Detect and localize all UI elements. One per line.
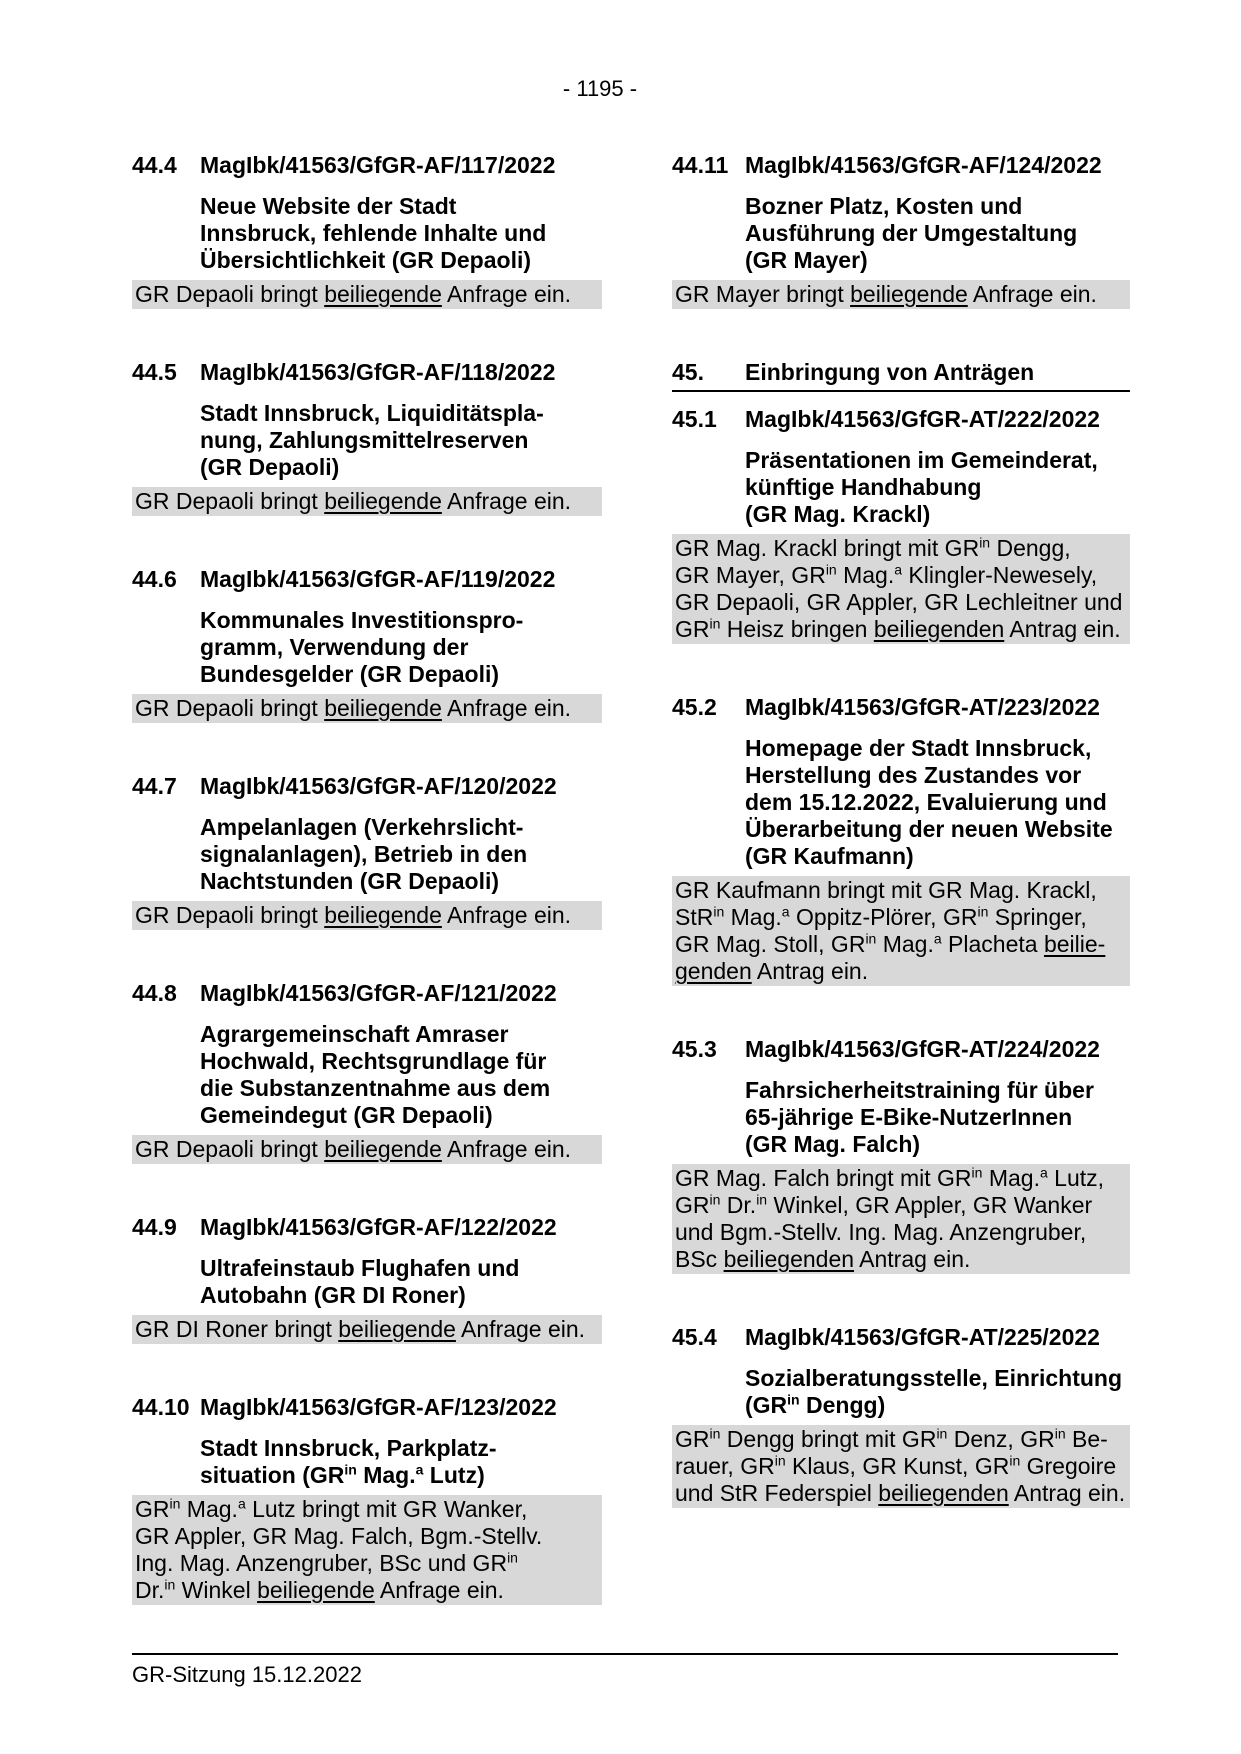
- item-note: [672, 1164, 1130, 1274]
- item-reference: MagIbk/41563/GfGR-AT/225/2022: [745, 1324, 1100, 1350]
- item-number: 45.3: [672, 1036, 717, 1062]
- underlined-word: beiliegende: [324, 695, 442, 721]
- item-title-line: situation ($GR^{in}$ Mag.$^a$ Lutz): [200, 1461, 485, 1488]
- item-title-line: Präsentationen im Gemeinderat,: [745, 447, 1098, 473]
- item-title-line: signalanlagen), Betrieb in den: [200, 841, 528, 867]
- item-title: [200, 607, 602, 688]
- section-heading: [672, 359, 1130, 392]
- item-number: 44.5: [132, 359, 177, 385]
- item-note: [672, 280, 1130, 309]
- item-title: [200, 400, 602, 481]
- item-head: [132, 1214, 602, 1241]
- item-title-line: Innsbruck, fehlende Inhalte und: [200, 220, 547, 246]
- item-note-line: $GR^{in}$ Heisz bringen beiliegenden Antrag ein.: [675, 615, 1121, 642]
- item-title-line: nung, Zahlungsmittelreserven: [200, 427, 529, 453]
- item-note-line: GR Mayer bringt beiliegende Anfrage ein.: [675, 281, 1097, 307]
- superscript: in: [169, 1495, 181, 1512]
- item-note-line: GR Depaoli bringt beiliegende Anfrage ein.: [135, 488, 572, 514]
- underlined-word: beiliegenden: [723, 1246, 855, 1272]
- superscript: in: [1009, 1452, 1021, 1469]
- item-title-line: Sozialberatungsstelle, Einrichtung: [745, 1365, 1123, 1391]
- item-head: [132, 1394, 602, 1421]
- item-note: [132, 901, 602, 930]
- item-note-line: StR$^{in}$ Mag.$^a$ Oppitz-Plörer, $GR^{in}$ Springer,: [675, 903, 1087, 930]
- page-footer: [132, 1653, 1118, 1688]
- agenda-item: [132, 980, 602, 1164]
- item-title-line: Kommunales Investitionspro-: [200, 607, 524, 633]
- item-title-line: ($GR^{in}$ Dengg): [745, 1391, 886, 1418]
- item-title-line: Bundesgelder (GR Depaoli): [200, 661, 500, 687]
- superscript: a: [415, 1461, 424, 1478]
- item-title: [200, 1255, 602, 1309]
- item-title: [745, 193, 1130, 274]
- item-reference: MagIbk/41563/GfGR-AT/223/2022: [745, 694, 1100, 720]
- superscript: a: [781, 903, 790, 920]
- item-title-line: Gemeindegut (GR Depaoli): [200, 1102, 493, 1128]
- superscript: in: [865, 930, 877, 947]
- item-head: [132, 152, 602, 179]
- item-title-line: (GR Mag. Krackl): [745, 501, 931, 527]
- item-title-line: Bozner Platz, Kosten und: [745, 193, 1023, 219]
- superscript: in: [971, 1164, 983, 1181]
- item-reference: MagIbk/41563/GfGR-AF/117/2022: [200, 152, 556, 178]
- item-head: [132, 359, 602, 386]
- superscript: in: [825, 561, 837, 578]
- underlined-word: beiliegenden: [873, 616, 1005, 642]
- item-reference: MagIbk/41563/GfGR-AF/122/2022: [200, 1214, 557, 1240]
- item-reference: MagIbk/41563/GfGR-AT/224/2022: [745, 1036, 1100, 1062]
- right-column: [672, 152, 1130, 1558]
- underlined-word: beiliegende: [324, 1136, 442, 1162]
- item-note-line: GR Mag. Krackl bringt mit $GR^{in}$ Dengg,: [675, 534, 1071, 561]
- item-title: [200, 1021, 602, 1129]
- item-note: [672, 1425, 1130, 1508]
- item-note-line: und Bgm.-Stellv. Ing. Mag. Anzengruber,: [675, 1219, 1087, 1245]
- footer-text: GR-Sitzung 15.12.2022: [132, 1662, 362, 1687]
- item-title-line: (GR Depaoli): [200, 454, 340, 480]
- item-head: [132, 566, 602, 593]
- superscript: in: [709, 1425, 721, 1442]
- underlined-word: beiliegende: [324, 902, 442, 928]
- item-note-line: $GR^{in}$ Dengg bringt mit $GR^{in}$ Denz, $GR^{in}$ Be-: [675, 1425, 1108, 1452]
- item-note: [132, 487, 602, 516]
- item-note-line: rauer, $GR^{in}$ Klaus, GR Kunst, $GR^{in}$ Gregoire: [675, 1452, 1117, 1479]
- superscript: a: [237, 1495, 246, 1512]
- item-title-line: Ausführung der Umgestaltung: [745, 220, 1078, 246]
- item-reference: MagIbk/41563/GfGR-AT/222/2022: [745, 406, 1100, 432]
- item-title-line: dem 15.12.2022, Evaluierung und: [745, 789, 1107, 815]
- item-title-line: (GR Kaufmann): [745, 843, 914, 869]
- item-head: [672, 406, 1130, 433]
- page-number: - 1195 -: [562, 76, 638, 101]
- item-note: [132, 1135, 602, 1164]
- item-note: [672, 876, 1130, 986]
- item-note-line: Ing. Mag. Anzengruber, BSc und $GR^{in}$: [135, 1549, 518, 1576]
- agenda-item: [672, 406, 1130, 644]
- superscript: in: [1054, 1425, 1066, 1442]
- item-reference: MagIbk/41563/GfGR-AF/121/2022: [200, 980, 557, 1006]
- item-reference: MagIbk/41563/GfGR-AF/124/2022: [745, 152, 1102, 178]
- item-number: 44.4: [132, 152, 177, 178]
- item-reference: MagIbk/41563/GfGR-AF/123/2022: [200, 1394, 557, 1420]
- item-title-line: (GR Mag. Falch): [745, 1131, 921, 1157]
- superscript: in: [713, 903, 725, 920]
- agenda-item: [132, 359, 602, 516]
- item-number: 45.4: [672, 1324, 717, 1350]
- underlined-word: genden: [675, 958, 752, 984]
- item-title: [745, 1077, 1130, 1158]
- superscript: in: [936, 1425, 948, 1442]
- item-number: 45.1: [672, 406, 717, 432]
- item-note-line: GR Mayer, $GR^{in}$ Mag.$^a$ Klingler-Newesely,: [675, 561, 1098, 588]
- underlined-word: beiliegende: [324, 488, 442, 514]
- item-title-line: Neue Website der Stadt: [200, 193, 457, 219]
- item-note: [132, 694, 602, 723]
- item-title-line: die Substanzentnahme aus dem: [200, 1075, 551, 1101]
- section-label: Einbringung von Anträgen: [745, 359, 1035, 385]
- item-head: [132, 773, 602, 800]
- agenda-item: [672, 1324, 1130, 1508]
- item-title-line: künftige Handhabung: [745, 474, 982, 500]
- item-note-line: Dr.$^{in}$ Winkel beiliegende Anfrage ein.: [135, 1576, 504, 1603]
- item-note-line: genden Antrag ein.: [675, 958, 869, 984]
- section-number: 45.: [672, 359, 704, 385]
- item-title-line: Ultrafeinstaub Flughafen und: [200, 1255, 520, 1281]
- item-note-line: GR Depaoli bringt beiliegende Anfrage ein.: [135, 281, 572, 307]
- item-number: 44.7: [132, 773, 177, 799]
- agenda-item: [672, 694, 1130, 986]
- item-title-line: Übersichtlichkeit (GR Depaoli): [200, 247, 532, 273]
- item-title-line: 65-jährige E-Bike-NutzerInnen: [745, 1104, 1073, 1130]
- item-title-line: (GR Mayer): [745, 247, 868, 273]
- item-title: [200, 1435, 602, 1489]
- agenda-item: [132, 566, 602, 723]
- item-note-line: GR Depaoli, GR Appler, GR Lechleitner und: [675, 589, 1123, 615]
- item-note-line: GR Mag. Falch bringt mit $GR^{in}$ Mag.$^a$ Lutz,: [675, 1164, 1105, 1191]
- superscript: a: [933, 930, 942, 947]
- item-head: [672, 152, 1130, 179]
- item-title: [200, 193, 602, 274]
- left-column: [132, 152, 602, 1655]
- item-title: [200, 814, 602, 895]
- item-head: [132, 980, 602, 1007]
- superscript: in: [787, 1391, 800, 1408]
- item-number: 44.8: [132, 980, 177, 1006]
- item-head: [672, 1324, 1130, 1351]
- item-title-line: Überarbeitung der neuen Website: [745, 816, 1113, 842]
- superscript: in: [709, 1191, 721, 1208]
- item-note-line: GR Mag. Stoll, $GR^{in}$ Mag.$^a$ Placheta beilie-: [675, 930, 1106, 957]
- agenda-item: [132, 1394, 602, 1605]
- item-title-line: Fahrsicherheitstraining für über: [745, 1077, 1094, 1103]
- item-note: [132, 1495, 602, 1605]
- item-note: [132, 1315, 602, 1344]
- superscript: in: [344, 1461, 357, 1478]
- item-note-line: GR Kaufmann bringt mit GR Mag. Krackl,: [675, 877, 1097, 903]
- item-reference: MagIbk/41563/GfGR-AF/118/2022: [200, 359, 556, 385]
- item-number: 44.9: [132, 1214, 177, 1240]
- item-note-line: BSc beiliegenden Antrag ein.: [675, 1246, 971, 1272]
- agenda-item: [132, 1214, 602, 1344]
- item-note: [672, 534, 1130, 644]
- underlined-word: beiliegende: [850, 281, 968, 307]
- item-note-line: GR DI Roner bringt beiliegende Anfrage ein.: [135, 1316, 586, 1342]
- superscript: in: [977, 903, 989, 920]
- item-title-line: Agrargemeinschaft Amraser: [200, 1021, 509, 1047]
- item-title: [745, 735, 1130, 870]
- underlined-word: beiliegende: [338, 1316, 456, 1342]
- agenda-item: [672, 152, 1130, 309]
- item-title-line: Nachtstunden (GR Depaoli): [200, 868, 500, 894]
- item-reference: MagIbk/41563/GfGR-AF/120/2022: [200, 773, 557, 799]
- item-title-line: Hochwald, Rechtsgrundlage für: [200, 1048, 547, 1074]
- item-number: 45.2: [672, 694, 717, 720]
- underlined-word: beiliegende: [257, 1577, 375, 1603]
- item-title: [745, 447, 1130, 528]
- superscript: in: [709, 615, 721, 632]
- agenda-item: [132, 773, 602, 930]
- item-title-line: Stadt Innsbruck, Parkplatz-: [200, 1435, 497, 1461]
- item-note-line: GR Depaoli bringt beiliegende Anfrage ein.: [135, 902, 572, 928]
- underlined-word: beiliegenden: [878, 1480, 1009, 1506]
- underlined-word: beilie-: [1043, 931, 1106, 957]
- item-note-line: $GR^{in}$ Dr.$^{in}$ Winkel, GR Appler, GR Wanker: [675, 1191, 1093, 1218]
- underlined-word: beiliegende: [324, 281, 442, 307]
- superscript: in: [164, 1576, 176, 1593]
- superscript: a: [894, 561, 903, 578]
- superscript: in: [774, 1452, 786, 1469]
- item-number: 44.11: [672, 152, 729, 178]
- item-reference: MagIbk/41563/GfGR-AF/119/2022: [200, 566, 556, 592]
- item-note-line: GR Depaoli bringt beiliegende Anfrage ein.: [135, 1136, 572, 1162]
- item-head: [672, 1036, 1130, 1063]
- item-note-line: GR Depaoli bringt beiliegende Anfrage ein.: [135, 695, 572, 721]
- item-title-line: Herstellung des Zustandes vor: [745, 762, 1082, 788]
- item-title-line: Autobahn (GR DI Roner): [200, 1282, 466, 1308]
- superscript: in: [979, 534, 991, 551]
- agenda-item: [132, 152, 602, 309]
- item-note-line: $GR^{in}$ Mag.$^a$ Lutz bringt mit GR Wanker,: [135, 1495, 528, 1522]
- superscript: in: [507, 1549, 518, 1566]
- item-number: 44.6: [132, 566, 177, 592]
- superscript: in: [756, 1191, 768, 1208]
- item-note-line: GR Appler, GR Mag. Falch, Bgm.-Stellv.: [135, 1523, 543, 1549]
- item-title-line: gramm, Verwendung der: [200, 634, 469, 660]
- superscript: a: [1039, 1164, 1048, 1181]
- item-title-line: Stadt Innsbruck, Liquiditätspla-: [200, 400, 544, 426]
- item-title-line: Homepage der Stadt Innsbruck,: [745, 735, 1092, 761]
- item-note: [132, 280, 602, 309]
- agenda-item: [672, 1036, 1130, 1274]
- item-number: 44.10: [132, 1394, 190, 1420]
- item-title-line: Ampelanlagen (Verkehrslicht-: [200, 814, 524, 840]
- item-note-line: und StR Federspiel beiliegenden Antrag ein.: [675, 1480, 1126, 1506]
- item-head: [672, 694, 1130, 721]
- item-title: [745, 1365, 1130, 1419]
